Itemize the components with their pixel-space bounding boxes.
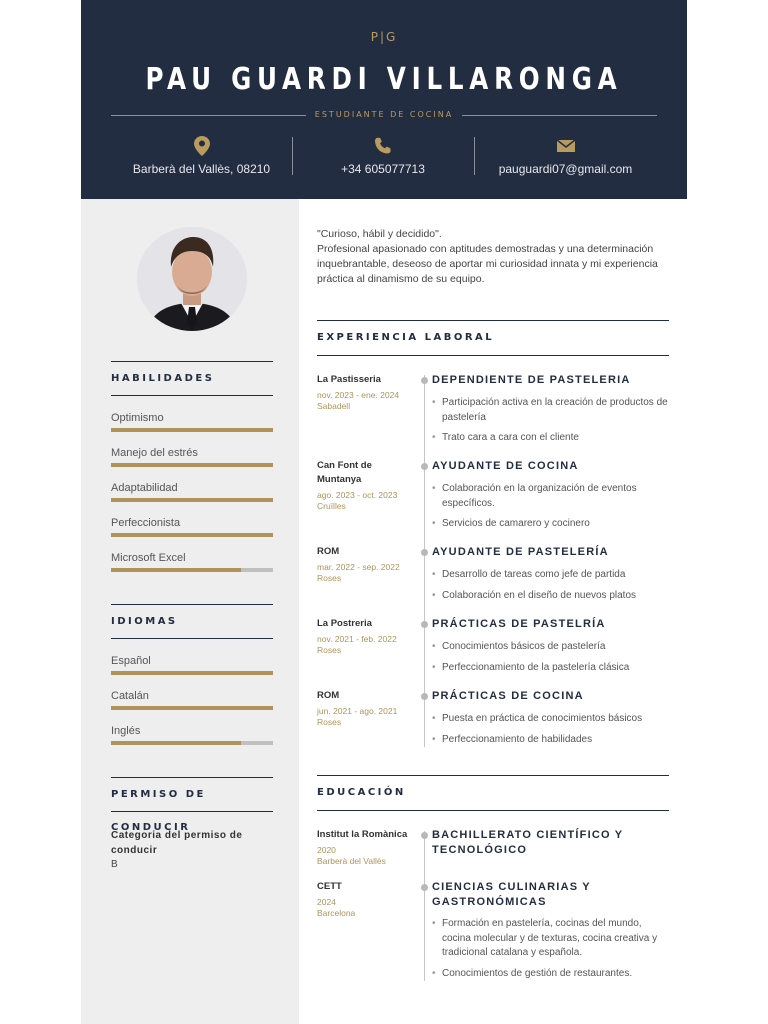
education-year: 2020 bbox=[317, 845, 336, 855]
resume-page bbox=[81, 0, 687, 1024]
language-bar-fill bbox=[111, 741, 241, 745]
contact-phone[interactable] bbox=[292, 136, 474, 176]
job-bullet: • Perfeccionamiento de la pastelería clásica bbox=[432, 661, 630, 673]
timeline-dot bbox=[421, 693, 428, 700]
employment-dates: ago. 2023 - oct. 2023 bbox=[317, 490, 398, 500]
job-bullet: • Perfeccionamiento de habilidades bbox=[432, 733, 593, 745]
job-bullets bbox=[432, 396, 669, 452]
degree-bullets bbox=[432, 917, 669, 987]
location-pin-icon bbox=[194, 136, 210, 156]
job-bullets bbox=[432, 568, 669, 609]
employer-name: La Postreria bbox=[317, 618, 372, 629]
phone-text: +34 605077713 bbox=[341, 162, 425, 176]
timeline-dot bbox=[421, 621, 428, 628]
employment-location: Cruïlles bbox=[317, 501, 346, 511]
license-heading: PERMISO DE CONDUCIR bbox=[111, 777, 273, 812]
education-year: 2024 bbox=[317, 897, 336, 907]
employment-dates: jun. 2021 - ago. 2021 bbox=[317, 706, 398, 716]
skill-item bbox=[111, 396, 273, 431]
skill-label: Optimismo bbox=[111, 412, 164, 424]
skill-label: Microsoft Excel bbox=[111, 552, 186, 564]
address-text: Barberà del Vallès, 08210 bbox=[132, 162, 271, 176]
education-timeline bbox=[424, 831, 425, 981]
job-bullet: • Puesta en práctica de conocimientos básicos bbox=[432, 713, 643, 724]
school-name: CETT bbox=[317, 881, 342, 892]
portrait-illustration bbox=[137, 227, 247, 331]
resume-header bbox=[81, 0, 687, 199]
education-heading: EDUCACIÓN bbox=[317, 775, 669, 811]
job-bullet: • Conocimientos básicos de pastelería bbox=[432, 641, 606, 652]
subtitle-row bbox=[111, 110, 657, 122]
timeline-dot bbox=[421, 377, 428, 384]
skill-label: Manejo del estrés bbox=[111, 447, 198, 459]
language-bar bbox=[111, 741, 273, 745]
sidebar bbox=[81, 199, 299, 1024]
skill-item bbox=[111, 431, 273, 466]
initials-monogram: P|G bbox=[370, 30, 398, 44]
license-category-label: Categoria del permiso de conducir bbox=[111, 830, 243, 856]
employment-location: Sabadell bbox=[317, 401, 351, 411]
employment-location: Roses bbox=[317, 645, 342, 655]
experience-heading: EXPERIENCIA LABORAL bbox=[317, 320, 669, 356]
language-item bbox=[111, 709, 273, 744]
employer-name: La Pastisseria bbox=[317, 374, 381, 385]
job-bullet: • Desarrollo de tareas como jefe de partida bbox=[432, 569, 626, 580]
summary-text: Profesional apasionado con aptitudes demostradas y una determinación inquebrantable, deseoso de aportar mi curiosidad innata y mi experiencia práctica al dinamismo de su equipo. bbox=[317, 243, 658, 285]
degree-title: BACHILLERATO CIENTÍFICO Y TECNOLÓGICO bbox=[432, 829, 624, 856]
job-bullet: • Colaboración en la organización de eventos específicos. bbox=[432, 483, 637, 509]
job-bullets bbox=[432, 640, 669, 681]
employer-name: ROM bbox=[317, 546, 340, 557]
job-bullets bbox=[432, 712, 669, 753]
employment-location: Roses bbox=[317, 717, 342, 727]
timeline-dot bbox=[421, 832, 428, 839]
license-category-value: B bbox=[111, 859, 118, 870]
job-bullet: • Colaboración en el diseño de nuevos platos bbox=[432, 589, 637, 601]
job-bullet: • Servicios de camarero y cocinero bbox=[432, 518, 590, 529]
education-location: Barcelona bbox=[317, 908, 356, 918]
employment-dates: mar. 2022 - sep. 2022 bbox=[317, 562, 400, 572]
email-text: pauguardi07@gmail.com bbox=[498, 162, 633, 176]
envelope-icon bbox=[556, 136, 576, 156]
timeline-dot bbox=[421, 463, 428, 470]
employment-dates: nov. 2021 - feb. 2022 bbox=[317, 634, 397, 644]
contact-email[interactable] bbox=[474, 136, 657, 176]
job-bullet: • Participación activa en la creación de productos de pastelería bbox=[432, 397, 668, 423]
job-bullet: • Trato cara a cara con el cliente bbox=[432, 432, 579, 443]
job-subtitle: ESTUDIANTE DE COCINA bbox=[314, 110, 454, 119]
language-item bbox=[111, 674, 273, 709]
skill-item bbox=[111, 466, 273, 501]
job-title: PRÁCTICAS DE COCINA bbox=[432, 690, 584, 702]
skill-label: Adaptabilidad bbox=[111, 482, 178, 494]
language-label: Español bbox=[111, 655, 151, 667]
job-bullets bbox=[432, 482, 669, 538]
skill-bar-fill bbox=[111, 568, 241, 572]
language-item bbox=[111, 639, 273, 674]
skills-section bbox=[111, 361, 273, 571]
skill-item bbox=[111, 501, 273, 536]
skills-heading: HABILIDADES bbox=[111, 361, 273, 396]
employment-dates: nov. 2023 - ene. 2024 bbox=[317, 390, 400, 400]
profile-summary bbox=[317, 227, 669, 287]
subtitle-divider-right bbox=[462, 115, 657, 116]
license-section bbox=[111, 777, 273, 870]
education-location: Barberà del Vallès bbox=[317, 856, 386, 866]
skill-label: Perfeccionista bbox=[111, 517, 181, 529]
timeline-dot bbox=[421, 884, 428, 891]
skill-bar bbox=[111, 568, 273, 572]
skill-item bbox=[111, 536, 273, 571]
languages-section bbox=[111, 604, 273, 744]
job-title: AYUDANTE DE COCINA bbox=[432, 460, 579, 472]
employment-location: Roses bbox=[317, 573, 342, 583]
profile-photo bbox=[137, 227, 247, 331]
languages-heading: IDIOMAS bbox=[111, 604, 273, 639]
language-label: Catalán bbox=[111, 690, 149, 702]
language-label: Inglés bbox=[111, 725, 141, 737]
school-name: Institut la Romànica bbox=[317, 829, 408, 840]
employer-name: Can Font de Muntanya bbox=[317, 460, 372, 485]
degree-bullet: • Conocimientos de gestión de restaurantes. bbox=[432, 967, 633, 979]
experience-timeline bbox=[424, 375, 425, 747]
phone-icon bbox=[374, 136, 392, 156]
employer-name: ROM bbox=[317, 690, 340, 701]
summary-quote: "Curioso, hábil y decidido". bbox=[317, 228, 442, 240]
timeline-dot bbox=[421, 549, 428, 556]
job-title: AYUDANTE DE PASTELERÍA bbox=[432, 546, 609, 558]
candidate-name: PAU GUARDI VILLARONGA bbox=[145, 62, 623, 97]
degree-title: CIENCIAS CULINARIAS Y GASTRONÓMICAS bbox=[432, 881, 591, 908]
job-title: DEPENDIENTE DE PASTELERIA bbox=[432, 374, 631, 386]
job-title: PRÁCTICAS DE PASTELRÍA bbox=[432, 618, 606, 630]
degree-bullet: • Formación en pastelería, cocinas del mundo, cocina molecular y de texturas, cocina creativa y tradicional catalana y española. bbox=[432, 918, 658, 958]
contact-address bbox=[111, 136, 292, 176]
